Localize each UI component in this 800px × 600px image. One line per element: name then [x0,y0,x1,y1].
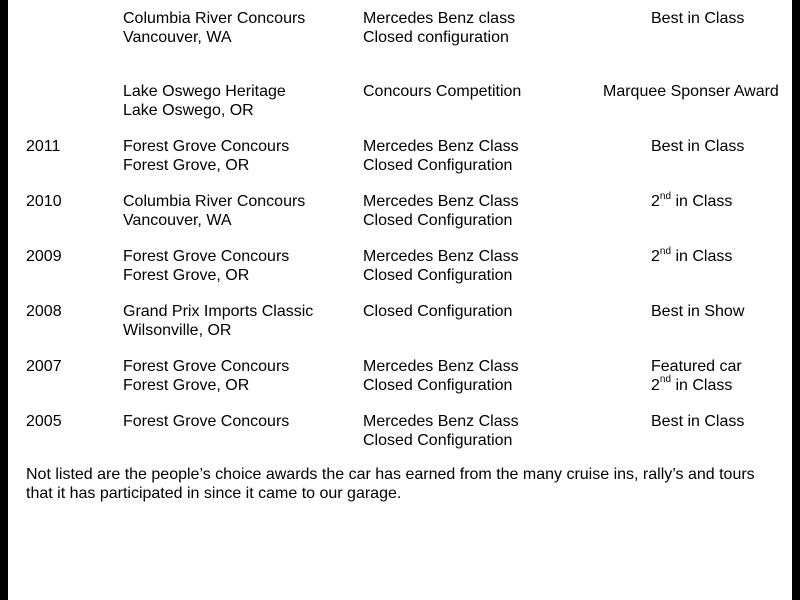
event-name: Columbia River Concours [123,10,306,27]
class-line: Mercedes Benz Class [363,138,519,155]
footnote-paragraph: Not listed are the people’s choice awards the car has earned from the many cruise ins, rally’s and tours that it has participated in since it came to our garage. [26,466,755,502]
event-location: Vancouver, WA [123,28,232,46]
award-cell [651,190,733,212]
award-text: Best in Show [651,303,745,320]
event-name: Forest Grove Concours [123,413,290,430]
event-cell [123,193,305,230]
class-line: Mercedes Benz Class [363,358,519,375]
event-cell [123,10,305,47]
class-cell [363,138,519,175]
event-location: Wilsonville, OR [123,321,232,339]
class-line: Mercedes Benz Class [363,248,519,265]
class-line: Closed Configuration [363,211,513,229]
award-cell [603,83,779,102]
award-text: 2nd in Class [651,374,733,394]
award-cell [651,10,744,29]
event-location: Forest Grove, OR [123,376,250,394]
event-location: Forest Grove, OR [123,266,250,284]
event-location: Lake Oswego, OR [123,101,254,119]
award-cell [651,303,744,322]
class-line: Mercedes Benz class [363,10,516,27]
event-cell [123,413,289,432]
event-name: Forest Grove Concours [123,358,290,375]
year-cell: 2007 [26,358,62,375]
event-name: Grand Prix Imports Classic [123,303,314,320]
class-cell [363,358,519,395]
event-cell [123,83,286,120]
event-cell [123,303,313,340]
class-cell [363,10,515,47]
award-cell [651,358,742,395]
class-cell [363,193,519,230]
award-text: Best in Class [651,138,745,155]
year-cell: 2005 [26,413,62,430]
year-cell: 2010 [26,193,62,210]
award-text: 2nd in Class [651,245,733,265]
award-text: 2nd in Class [651,190,733,210]
year-cell: 2011 [26,138,61,155]
award-text: Best in Class [651,413,745,430]
class-cell [363,303,512,322]
event-name: Columbia River Concours [123,193,306,210]
class-line: Concours Competition [363,83,522,100]
event-name: Forest Grove Concours [123,138,290,155]
event-name: Lake Oswego Heritage [123,83,286,100]
class-line: Closed Configuration [363,266,513,284]
class-line: Closed configuration [363,28,509,46]
award-cell [651,245,733,267]
event-cell [123,248,289,285]
award-text: Featured car [651,358,742,375]
event-location: Vancouver, WA [123,211,232,229]
award-text: Best in Class [651,10,745,27]
award-cell [651,413,744,432]
class-cell [363,248,519,285]
document-page [8,0,792,600]
class-line: Closed Configuration [363,303,513,320]
event-cell [123,138,289,175]
class-line: Closed Configuration [363,376,513,394]
class-line: Closed Configuration [363,156,513,174]
class-line: Mercedes Benz Class [363,413,519,430]
event-location: Forest Grove, OR [123,156,250,174]
year-cell: 2009 [26,248,62,265]
event-cell [123,358,289,395]
class-line: Closed Configuration [363,431,513,449]
event-name: Forest Grove Concours [123,248,290,265]
class-line: Mercedes Benz Class [363,193,519,210]
class-cell [363,413,519,450]
award-cell [651,138,744,157]
year-cell: 2008 [26,303,62,320]
class-cell [363,83,521,102]
award-text: Marquee Sponser Award [603,83,779,100]
